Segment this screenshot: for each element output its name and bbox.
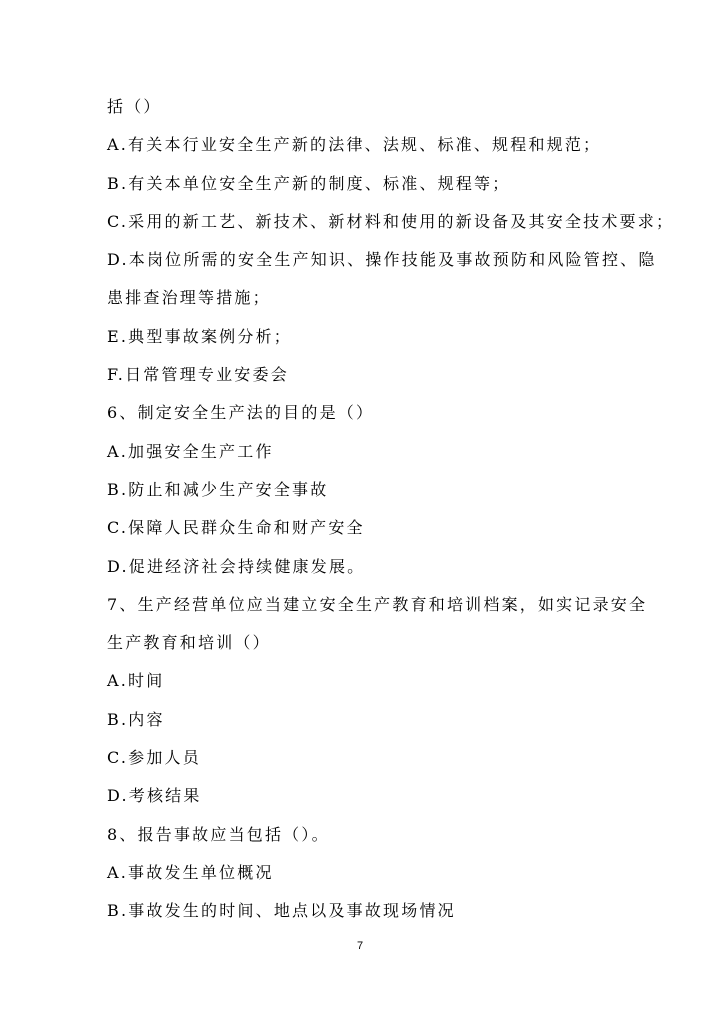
page-number: 7 xyxy=(356,940,364,952)
option-line: D.促进经济社会持续健康发展。 xyxy=(107,556,366,576)
text-line: 患排查治理等措施； xyxy=(107,288,271,308)
option-line: D.本岗位所需的安全生产知识、操作技能及事故预防和风险管控、隐 xyxy=(107,250,657,270)
option-line: C.采用的新工艺、新技术、新材料和使用的新设备及其安全技术要求； xyxy=(107,211,675,231)
option-line: C.参加人员 xyxy=(107,748,201,768)
option-line: D.考核结果 xyxy=(107,786,202,806)
option-line: B.有关本单位安全生产新的制度、标准、规程等； xyxy=(107,173,511,193)
option-line: B.事故发生的时间、地点以及事故现场情况 xyxy=(107,901,456,921)
question-line: 6、制定安全生产法的目的是（） xyxy=(107,403,375,423)
option-line: E.典型事故案例分析； xyxy=(107,326,292,346)
option-line: A.有关本行业安全生产新的法律、法规、标准、规程和规范； xyxy=(107,135,602,155)
text-line: 括（） xyxy=(107,97,162,116)
option-line: F.日常管理专业安委会 xyxy=(107,365,289,385)
option-line: C.保障人民群众生命和财产安全 xyxy=(107,518,365,538)
option-line: B.内容 xyxy=(107,709,165,729)
text-line: 生产教育和培训（） xyxy=(107,633,271,653)
option-line: A.事故发生单位概况 xyxy=(107,862,274,882)
option-line: A.时间 xyxy=(107,671,165,691)
question-line: 7、生产经营单位应当建立安全生产教育和培训档案，如实记录安全 xyxy=(107,594,648,614)
option-line: B.防止和减少生产安全事故 xyxy=(107,479,329,499)
document-body xyxy=(107,88,675,931)
option-line: A.加强安全生产工作 xyxy=(107,441,274,461)
question-line: 8、报告事故应当包括（）。 xyxy=(107,824,330,844)
